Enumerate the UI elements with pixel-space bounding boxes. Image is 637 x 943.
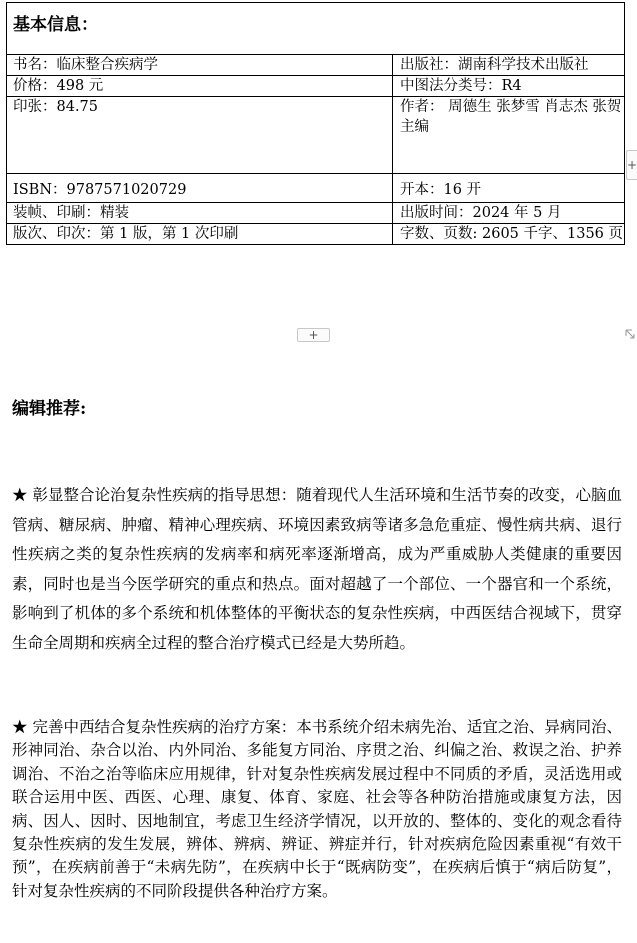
basic-info-heading: 基本信息：: [13, 15, 98, 35]
sheets-cell: 印张：84.75: [7, 97, 393, 174]
clc-number-cell: 中图法分类号：R4: [393, 76, 625, 97]
add-column-button[interactable]: +: [626, 150, 637, 180]
table-row: [7, 203, 625, 224]
binding-cell: 装帧、印刷：精装: [7, 203, 393, 224]
table-resize-handle[interactable]: [624, 327, 636, 341]
recommendation-paragraph-2: ★ 完善中西结合复杂性疾病的治疗方案：本书系统介绍未病先治、适宜之治、异病同治、形神同治、杂合以治、内外同治、多能复方同治、序贯之治、纠偏之治、救误之治、护养调治、不治之治等临床应用规律，针对复杂性疾病发展过程中不同质的矛盾，灵活选用或联合运用中医、西医、心理、康复、体育、家庭、社会等各种防治措施或康复方法，因病、因人、因时、因地制宜，考虑卫生经济学情况，以开放的、整体的、变化的观念看待复杂性疾病的发生发展，辨体、辨病、辨证、辨症并行，针对疾病危险因素重视“有效干预”，在疾病前善于“未病先防”，在疾病中长于“既病防变”，在疾病后慎于“病后防复”，针对复杂性疾病的不同阶段提供各种治疗方案。: [12, 718, 622, 900]
add-row-button[interactable]: +: [297, 328, 330, 342]
authors-cell: 作者： 周德生 张梦雪 肖志杰 张贺主编: [393, 97, 625, 174]
book-name-cell: 书名：临床整合疾病学: [7, 55, 393, 76]
editor-recommendation-heading: 编辑推荐:: [12, 399, 87, 419]
table-heading-cell: [7, 3, 625, 55]
table-row: [7, 55, 625, 76]
table-row: [7, 224, 625, 245]
resize-corner-icon: [624, 328, 636, 342]
price-cell: 价格：498 元: [7, 76, 393, 97]
table-row: [7, 174, 625, 203]
table-row: [7, 97, 625, 174]
isbn-cell: ISBN：9787571020729: [7, 174, 393, 203]
format-cell: 开本：16 开: [393, 174, 625, 203]
word-page-count-cell: 字数、页数: 2605 千字、1356 页: [393, 224, 625, 245]
table-row: [7, 3, 625, 55]
basic-info-table: [6, 2, 625, 245]
table-row: [7, 76, 625, 97]
edition-cell: 版次、印次：第 1 版，第 1 次印刷: [7, 224, 393, 245]
recommendation-paragraph-1: ★ 彰显整合论治复杂性疾病的指导思想：随着现代人生活环境和生活节奏的改变，心脑血管病、糖尿病、肿瘤、精神心理疾病、环境因素致病等诸多急危重症、慢性病共病、退行性疾病之类的复杂性疾病的发病率和病死率逐渐增高，成为严重威胁人类健康的重要因素，同时也是当今医学研究的重点和热点。面对超越了一个部位、一个器官和一个系统，影响到了机体的多个系统和机体整体的平衡状态的复杂性疾病，中西医结合视域下，贯穿生命全周期和疾病全过程的整合治疗模式已经是大势所趋。: [12, 486, 622, 652]
publisher-cell: 出版社：湖南科学技术出版社: [393, 55, 625, 76]
pub-date-cell: 出版时间：2024 年 5 月: [393, 203, 625, 224]
